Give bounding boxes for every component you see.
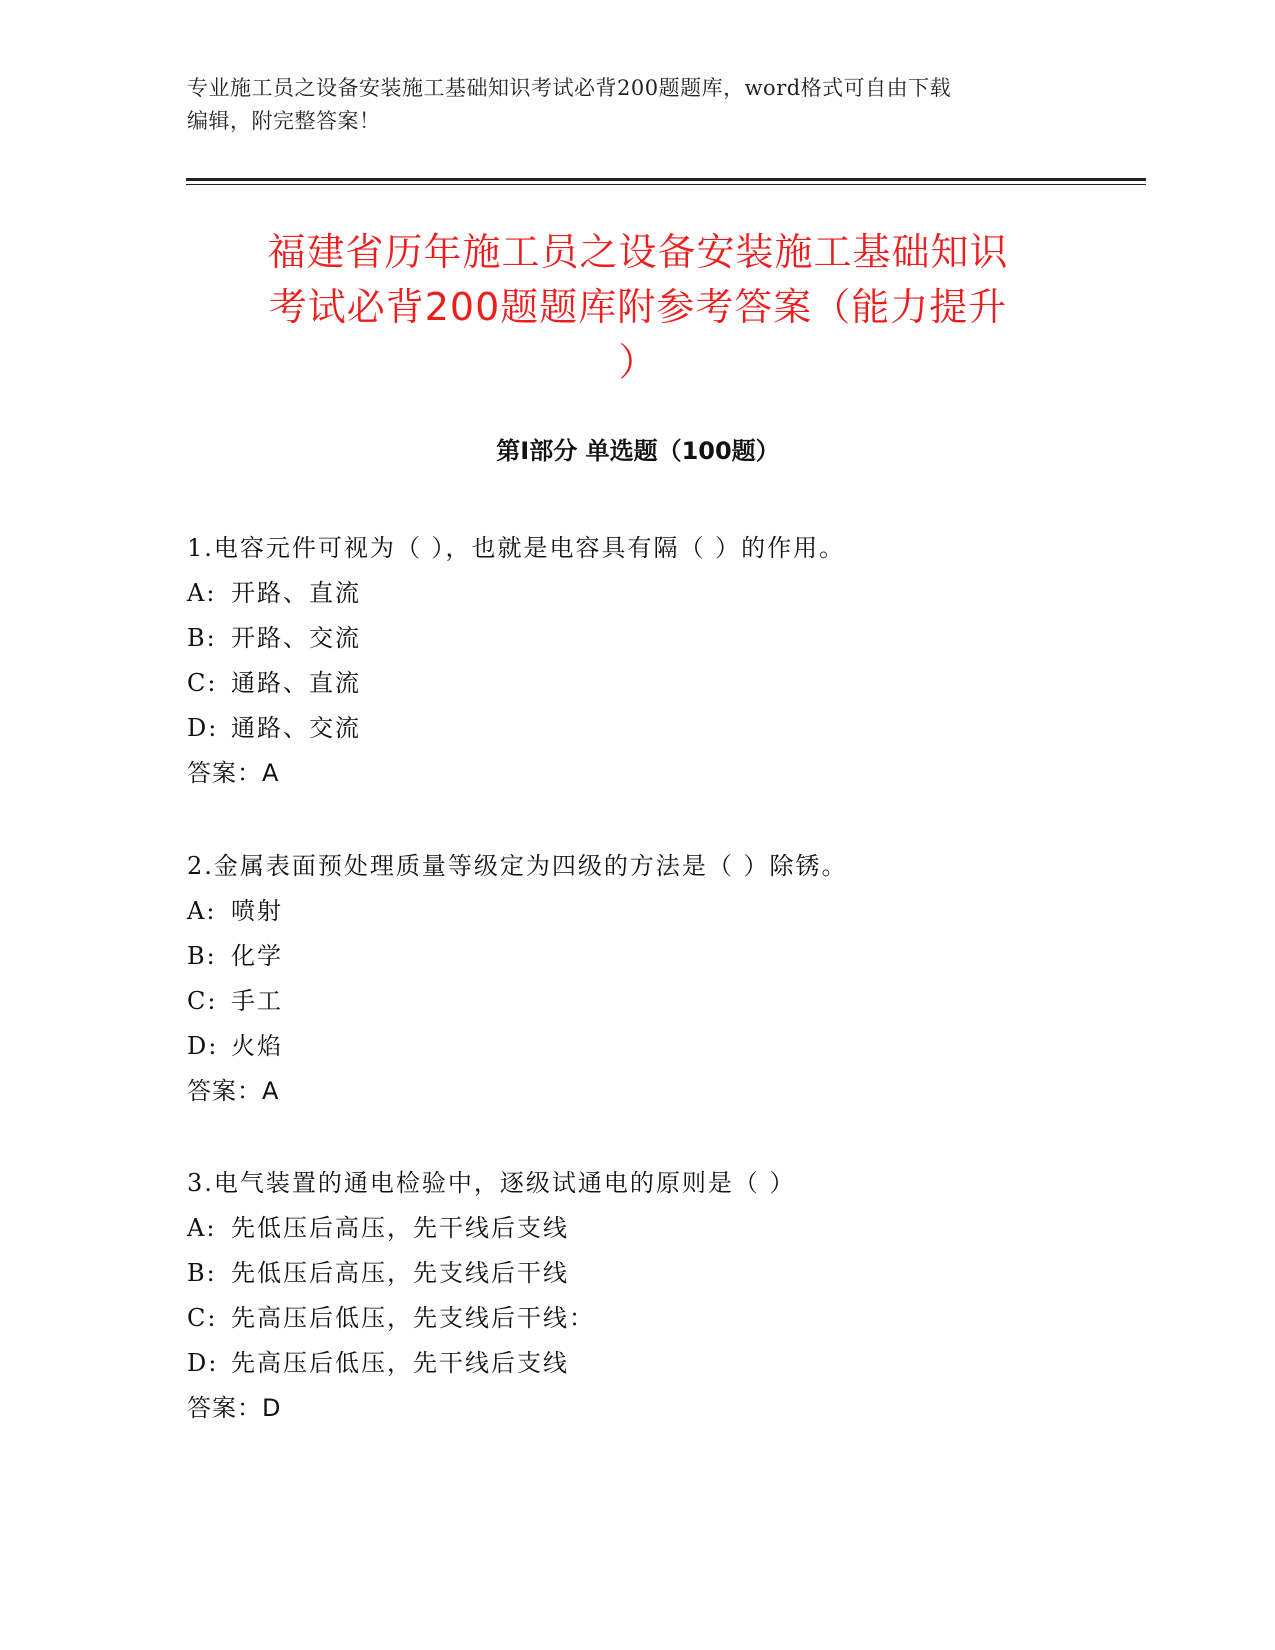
question-answer: 答案：D xyxy=(187,1394,282,1422)
option-text: 开路、交流 xyxy=(231,624,361,652)
option-key: C: xyxy=(187,669,218,697)
option-key: B: xyxy=(187,624,217,652)
header-note-line: 编辑，附完整答案！ xyxy=(187,109,381,133)
question-option xyxy=(187,889,1087,934)
option-text: 通路、直流 xyxy=(231,669,361,697)
option-text: 喷射 xyxy=(231,897,283,925)
section-title: 第Ⅰ部分 单选题（100题） xyxy=(496,437,780,465)
option-text: 先高压后低压，先干线后支线 xyxy=(231,1349,569,1377)
header-note-line: 专业施工员之设备安装施工基础知识考试必背200题题库，word格式可自由下载 xyxy=(187,76,952,100)
question-option xyxy=(187,979,1087,1024)
option-key: A: xyxy=(187,897,217,925)
option-key: A: xyxy=(187,1214,217,1242)
option-text: 化学 xyxy=(231,942,283,970)
header-divider-thick xyxy=(186,178,1146,181)
question-item xyxy=(187,844,1087,1114)
question-option xyxy=(187,661,1087,706)
question-option xyxy=(187,1206,1087,1251)
option-key: D: xyxy=(187,1032,219,1060)
option-text: 先低压后高压，先干线后支线 xyxy=(231,1214,569,1242)
document-title-line: ） xyxy=(618,340,658,384)
option-key: C: xyxy=(187,987,218,1015)
question-answer: 答案：A xyxy=(187,759,280,787)
question-option xyxy=(187,934,1087,979)
option-text: 通路、交流 xyxy=(231,714,361,742)
question-option xyxy=(187,706,1087,751)
header-divider-thin xyxy=(186,184,1146,185)
question-item xyxy=(187,1161,1087,1431)
option-text: 开路、直流 xyxy=(231,579,361,607)
question-item xyxy=(187,526,1087,796)
option-key: B: xyxy=(187,1259,217,1287)
option-key: D: xyxy=(187,714,219,742)
option-key: D: xyxy=(187,1349,219,1377)
document-title xyxy=(186,225,1090,390)
document-title-line: 福建省历年施工员之设备安装施工基础知识 xyxy=(267,230,1009,274)
question-option xyxy=(187,1341,1087,1386)
question-option xyxy=(187,616,1087,661)
question-option xyxy=(187,1296,1087,1341)
question-stem: 2.金属表面预处理质量等级定为四级的方法是（ ）除锈。 xyxy=(187,852,848,880)
question-stem: 1.电容元件可视为（ ），也就是电容具有隔（ ）的作用。 xyxy=(187,534,846,562)
question-answer: 答案：A xyxy=(187,1077,280,1105)
option-text: 先高压后低压，先支线后干线： xyxy=(231,1304,595,1332)
option-key: C: xyxy=(187,1304,218,1332)
option-key: B: xyxy=(187,942,217,970)
question-option xyxy=(187,1251,1087,1296)
option-key: A: xyxy=(187,579,217,607)
question-option xyxy=(187,571,1087,616)
question-option xyxy=(187,1024,1087,1069)
document-title-line: 考试必背200题题库附参考答案（能力提升 xyxy=(268,285,1008,329)
option-text: 火焰 xyxy=(231,1032,283,1060)
option-text: 先低压后高压，先支线后干线 xyxy=(231,1259,569,1287)
question-stem: 3.电气装置的通电检验中，逐级试通电的原则是（ ） xyxy=(187,1169,796,1197)
option-text: 手工 xyxy=(231,987,283,1015)
header-note xyxy=(187,72,1077,138)
